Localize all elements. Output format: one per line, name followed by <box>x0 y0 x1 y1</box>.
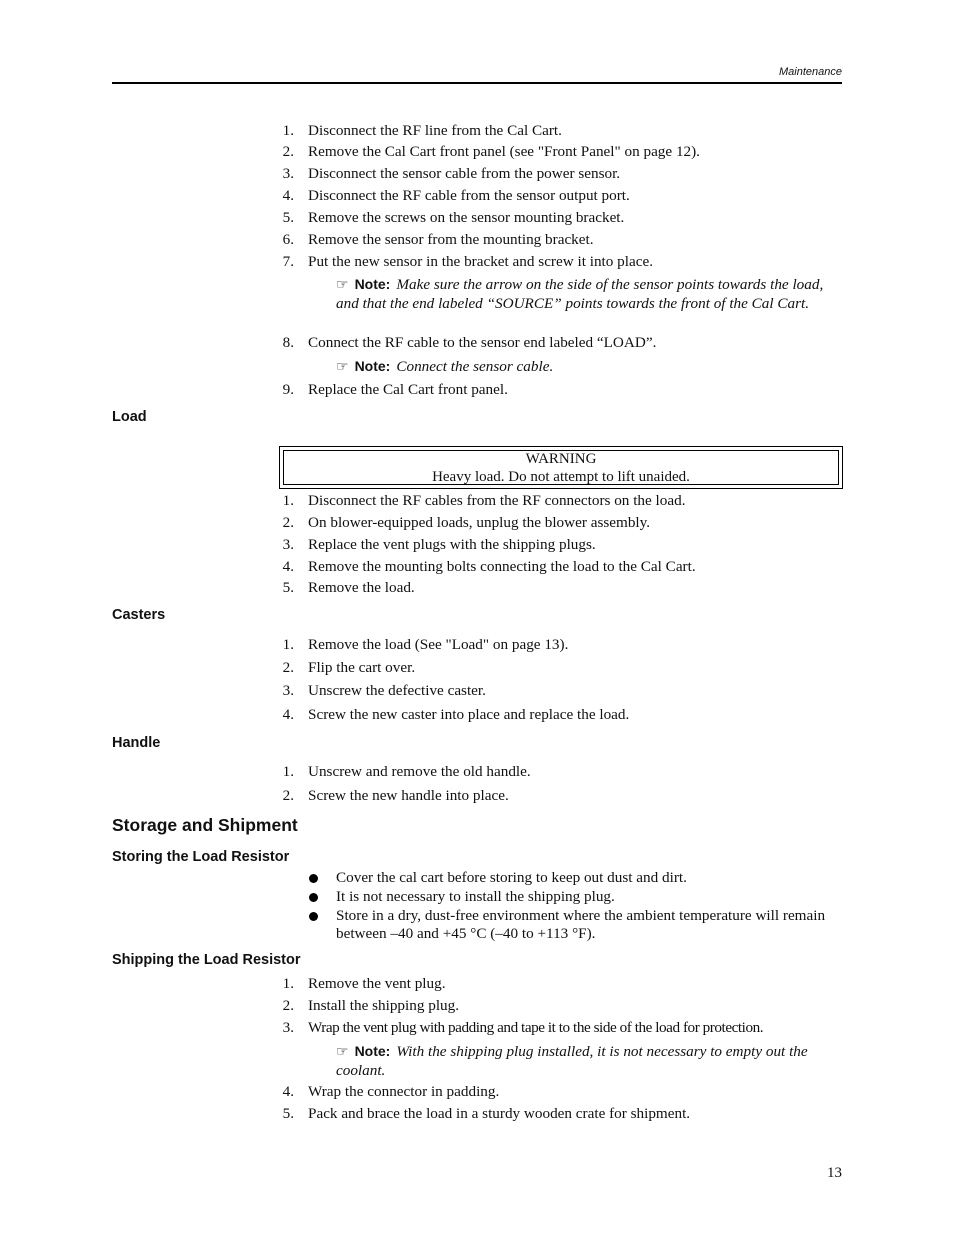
step-number: 4. <box>282 706 294 723</box>
note-text: Connect the sensor cable. <box>396 358 554 375</box>
subheading-shipping: Shipping the Load Resistor <box>112 952 301 968</box>
step-text: Disconnect the sensor cable from the power sensor. <box>308 165 621 182</box>
bullet-text: Cover the cal cart before storing to keep out dust and dirt. <box>336 869 687 886</box>
step-number: 3. <box>282 1019 294 1036</box>
step-text: Remove the screws on the sensor mounting bracket. <box>308 209 625 226</box>
warning-box <box>279 446 843 489</box>
note-label: Note: <box>354 1043 391 1059</box>
note-text: Make sure the arrow on the side of the sensor points towards the load, and that the end labeled “SOURCE” points towards the front of the Cal Cart. <box>336 276 824 312</box>
step-number: 2. <box>282 659 294 676</box>
pointing-hand-icon: ☞ <box>336 359 349 375</box>
note-label: Note: <box>354 276 391 292</box>
step-number: 1. <box>282 636 294 653</box>
step-number: 7. <box>282 253 294 270</box>
list-item <box>309 888 842 906</box>
step-number: 4. <box>282 187 294 204</box>
step-text: Put the new sensor in the bracket and screw it into place. <box>308 253 653 270</box>
step-number: 1. <box>282 975 294 992</box>
step-number: 2. <box>282 143 294 160</box>
step-text: Wrap the connector in padding. <box>308 1083 500 1100</box>
step-number: 2. <box>282 514 294 531</box>
warning-title: WARNING <box>525 451 597 467</box>
pointing-hand-icon: ☞ <box>336 277 349 293</box>
step-text: Remove the load (See "Load" on page 13). <box>308 636 569 653</box>
step-text: Disconnect the RF cable from the sensor output port. <box>308 187 630 204</box>
bullet-icon <box>309 874 318 883</box>
step-number: 6. <box>282 231 294 248</box>
step-number: 3. <box>282 165 294 182</box>
step-number: 3. <box>282 536 294 553</box>
bullet-icon <box>309 893 318 902</box>
note-label: Note: <box>354 358 391 374</box>
step-text: Unscrew and remove the old handle. <box>308 763 531 780</box>
note-sensor-cable <box>336 358 841 377</box>
list-item <box>309 869 842 887</box>
step-text: Wrap the vent plug with padding and tape it to the side of the load for protection. <box>308 1019 764 1036</box>
step-text: Disconnect the RF line from the Cal Cart. <box>308 122 562 139</box>
step-number: 4. <box>282 558 294 575</box>
step-number: 1. <box>282 122 294 139</box>
step-text: On blower-equipped loads, unplug the blower assembly. <box>308 514 651 531</box>
step-number: 8. <box>282 334 294 351</box>
step-text: Remove the vent plug. <box>308 975 446 992</box>
step-text: Replace the Cal Cart front panel. <box>308 381 508 398</box>
step-number: 2. <box>282 787 294 804</box>
bullet-text: Store in a dry, dust-free environment where the ambient temperature will remain between –40 and +45 °C (–40 to +113 °F). <box>336 907 826 942</box>
note-text: With the shipping plug installed, it is not necessary to empty out the coolant. <box>336 1043 808 1079</box>
pointing-hand-icon: ☞ <box>336 1044 349 1060</box>
step-number: 1. <box>282 763 294 780</box>
step-number: 3. <box>282 682 294 699</box>
list-item <box>309 907 842 943</box>
step-text: Remove the sensor from the mounting bracket. <box>308 231 594 248</box>
step-number: 5. <box>282 209 294 226</box>
step-text: Screw the new caster into place and replace the load. <box>308 706 630 723</box>
step-text: Remove the mounting bolts connecting the load to the Cal Cart. <box>308 558 696 575</box>
step-number: 5. <box>282 1105 294 1122</box>
step-text: Disconnect the RF cables from the RF connectors on the load. <box>308 492 686 509</box>
bullet-text: It is not necessary to install the shipping plug. <box>336 888 615 905</box>
step-text: Unscrew the defective caster. <box>308 682 486 699</box>
section-heading-storage-shipment: Storage and Shipment <box>112 815 298 835</box>
subheading-storing: Storing the Load Resistor <box>112 849 290 865</box>
warning-text: Heavy load. Do not attempt to lift unaided. <box>432 468 690 485</box>
running-header: Maintenance <box>779 66 842 78</box>
step-text: Remove the Cal Cart front panel (see "Front Panel" on page 12). <box>308 143 700 160</box>
step-text: Replace the vent plugs with the shipping plugs. <box>308 536 596 553</box>
section-heading-handle: Handle <box>112 735 161 751</box>
step-number: 5. <box>282 579 294 596</box>
step-text: Remove the load. <box>308 579 415 596</box>
step-text: Pack and brace the load in a sturdy wooden crate for shipment. <box>308 1105 691 1122</box>
step-text: Connect the RF cable to the sensor end labeled “LOAD”. <box>308 334 657 351</box>
step-number: 2. <box>282 997 294 1014</box>
step-number: 4. <box>282 1083 294 1100</box>
step-text: Install the shipping plug. <box>308 997 460 1014</box>
header-rule <box>112 82 842 84</box>
note-sensor-arrow <box>336 276 841 312</box>
note-shipping-plug <box>336 1043 841 1079</box>
step-number: 9. <box>282 381 294 398</box>
step-number: 1. <box>282 492 294 509</box>
step-text: Flip the cart over. <box>308 659 416 676</box>
page-number: 13 <box>827 1165 842 1181</box>
section-heading-load: Load <box>112 409 147 425</box>
warning-inner-frame <box>283 450 839 485</box>
bullet-icon <box>309 912 318 921</box>
step-text: Screw the new handle into place. <box>308 787 509 804</box>
section-heading-casters: Casters <box>112 607 166 623</box>
